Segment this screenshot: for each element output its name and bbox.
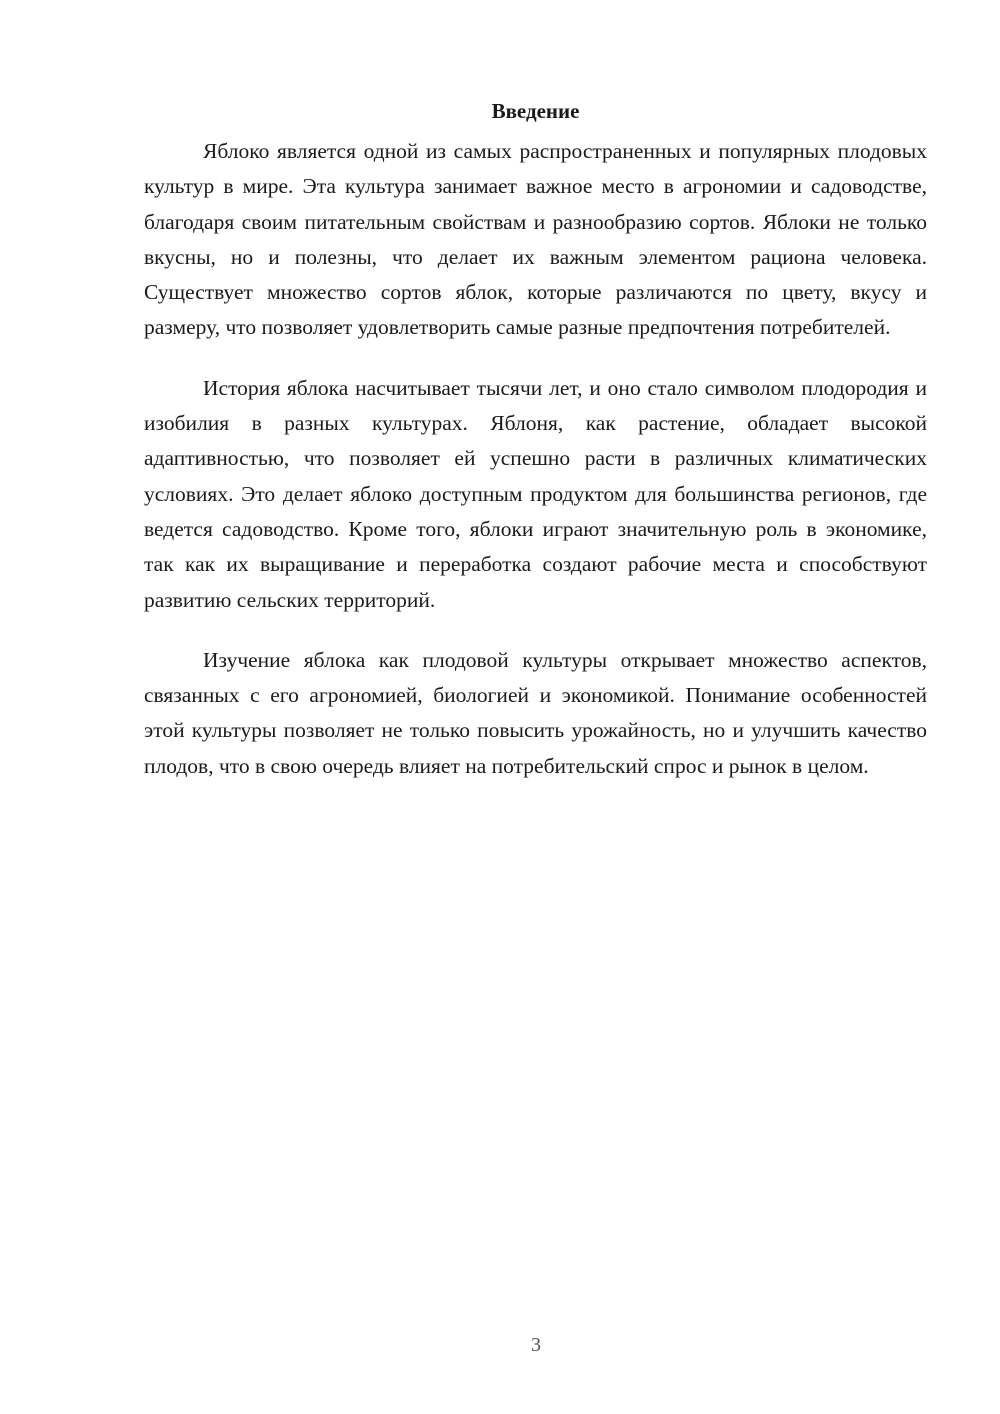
page-number: 3 [531, 1334, 541, 1356]
paragraph-1: Яблоко является одной из самых распространенных и популярных плодовых культур в мире. Эта культура занимает важное место в агрономии и садоводстве, благодаря своим питательным свойствам и разнообразию сортов. Яблоки не только вкусны, но и полезны, что делает их важным элементом рациона человека. Существует множество сортов яблок, которые различаются по цвету, вкусу и размеру, что позволяет удовлетворить самые разные предпочтения потребителей. [144, 139, 927, 340]
page-content [144, 96, 927, 809]
paragraph-3: Изучение яблока как плодовой культуры открывает множество аспектов, связанных с его агрономией, биологией и экономикой. Понимание особенностей этой культуры позволяет не только повысить урожайность, но и улучшить качество плодов, что в свою очередь влияет на потребительский спрос и рынок в целом. [144, 647, 927, 778]
paragraph-2: История яблока насчитывает тысячи лет, и оно стало символом плодородия и изобилия в разных культурах. Яблоня, как растение, обладает высокой адаптивностью, что позволяет ей успешно расти в различных климатических условиях. Это делает яблоко доступным продуктом для большинства регионов, где ведется садоводство. Кроме того, яблоки играют значительную роль в экономике, так как их выращивание и переработка создают рабочие места и способствуют развитию сельских территорий. [144, 375, 927, 612]
section-heading: Введение [491, 99, 580, 123]
